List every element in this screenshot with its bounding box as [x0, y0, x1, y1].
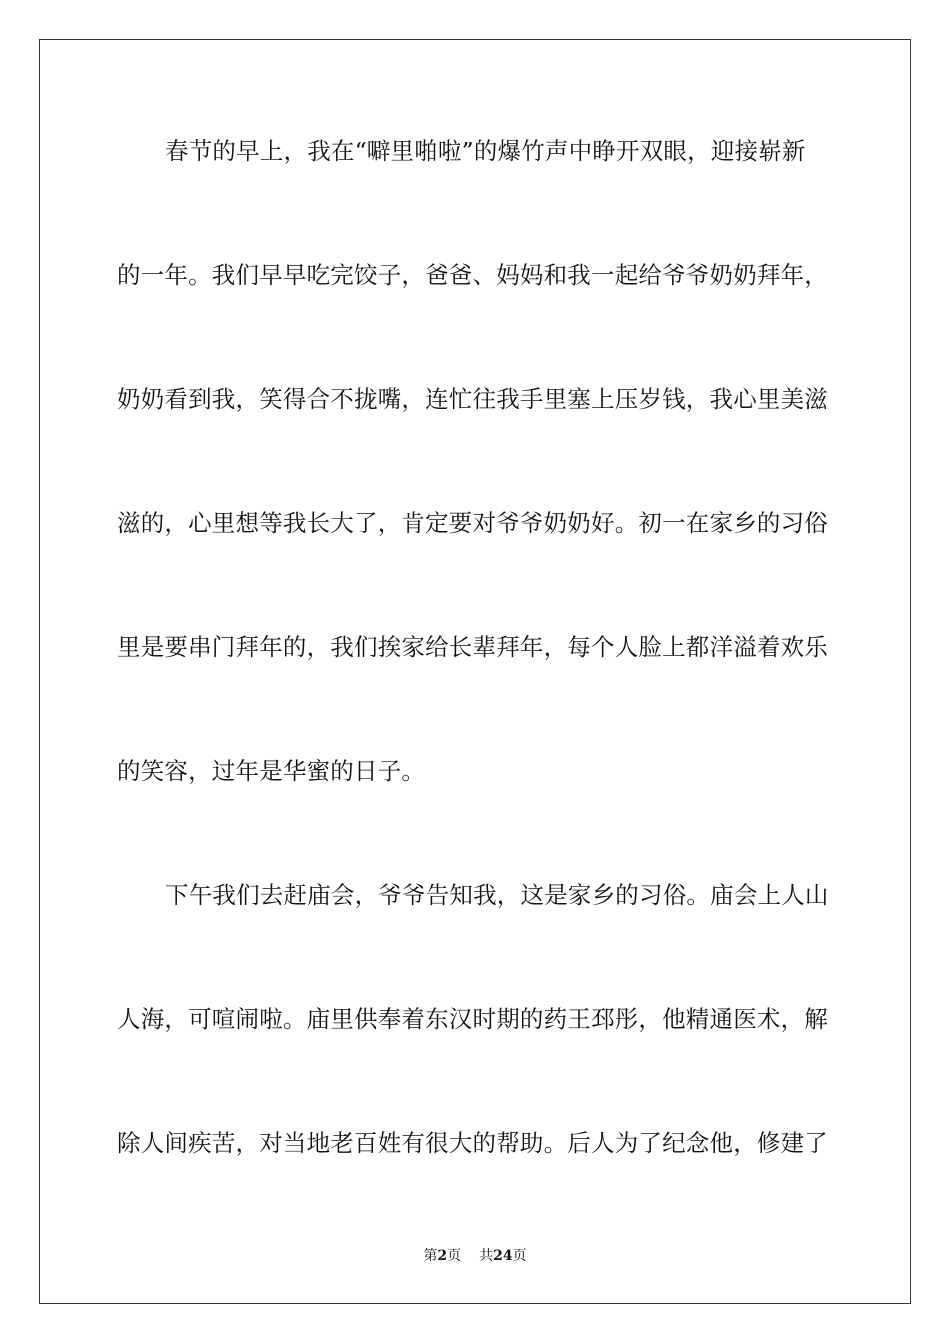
page-prefix: 第	[423, 1248, 438, 1264]
text-line-6: 的笑容，过年是华蜜的日子。	[117, 757, 426, 785]
total-suffix: 页	[512, 1248, 527, 1264]
page-number: 2	[437, 1248, 448, 1264]
text-line-4: 滋的，心里想等我长大了，肯定要对爷爷奶奶好。初一在家乡的习俗	[117, 509, 828, 537]
total-pages: 24	[493, 1248, 513, 1264]
text-line-2: 的一年。我们早早吃完饺子，爸爸、妈妈和我一起给爷爷奶奶拜年，	[117, 261, 828, 289]
text-line-9: 除人间疾苦，对当地老百姓有很大的帮助。后人为了纪念他，修建了	[117, 1129, 828, 1157]
text-line-5: 里是要串门拜年的，我们挨家给长辈拜年，每个人脸上都洋溢着欢乐	[117, 633, 828, 661]
page-suffix: 页	[447, 1248, 462, 1264]
text-line-3: 奶奶看到我，笑得合不拢嘴，连忙往我手里塞上压岁钱，我心里美滋	[117, 385, 828, 413]
total-prefix: 共	[479, 1248, 494, 1264]
text-line-7: 下午我们去赶庙会，爷爷告知我，这是家乡的习俗。庙会上人山	[165, 881, 829, 909]
page-footer	[0, 1246, 950, 1266]
text-line-8: 人海，可喧闹啦。庙里供奉着东汉时期的药王邳彤，他精通医术，解	[117, 1005, 828, 1033]
text-line-1: 春节的早上，我在“噼里啪啦”的爆竹声中睁开双眼，迎接崭新	[165, 137, 806, 165]
page-border	[39, 39, 911, 1304]
